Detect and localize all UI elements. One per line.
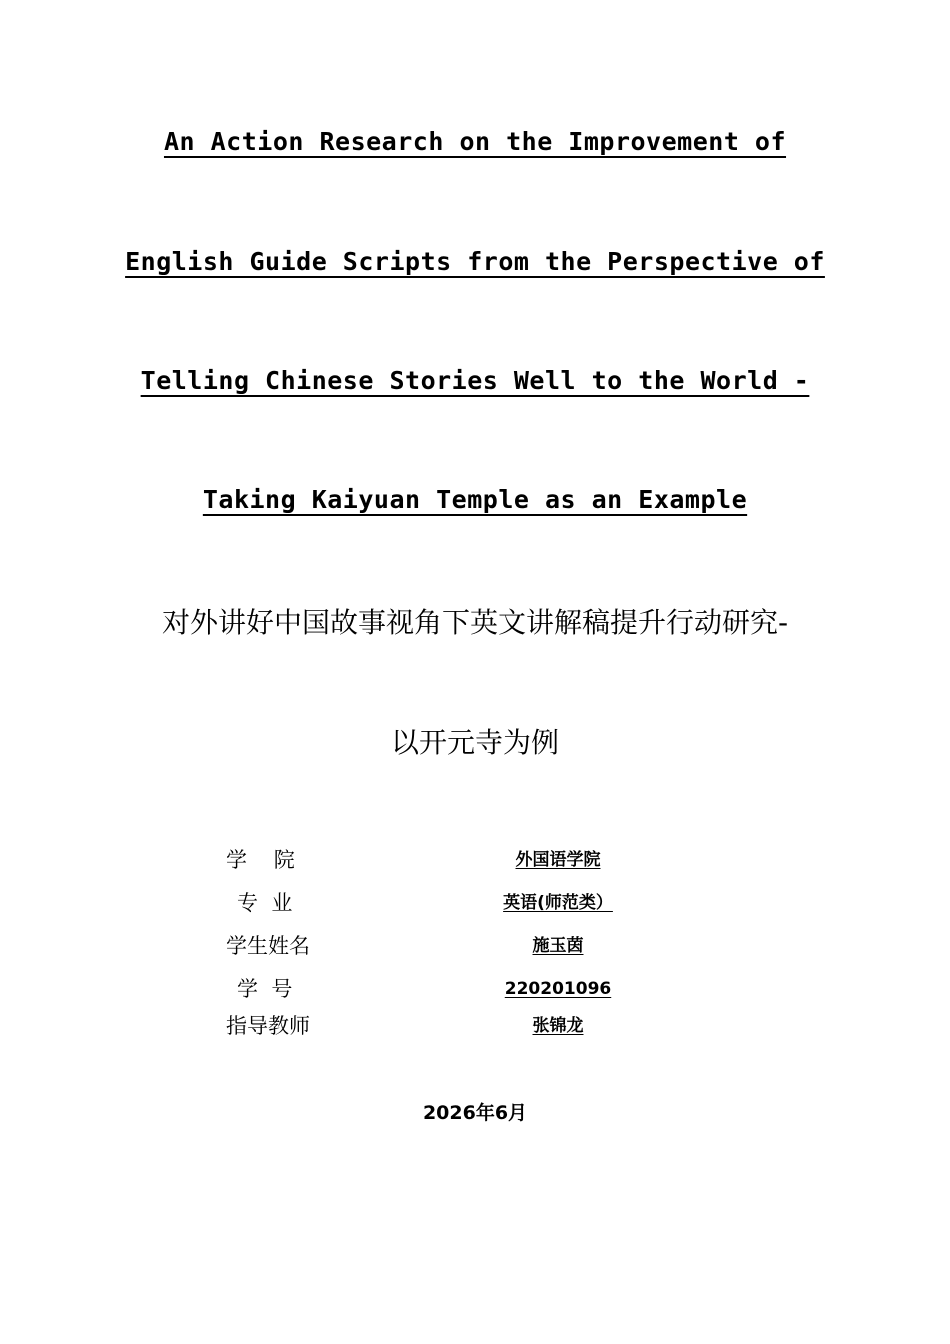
- student-id-label: 学 号: [237, 977, 293, 1001]
- major-value: 英语(师范类）: [503, 893, 613, 913]
- submission-date: 2026年6月: [422, 1102, 528, 1124]
- advisor-label: 指导教师: [226, 1014, 310, 1038]
- student-name-label: 学生姓名: [226, 934, 310, 958]
- chinese-title-line-1: 对外讲好中国故事视角下英文讲解稿提升行动研究-: [161, 606, 789, 639]
- college-label: 学 院: [226, 848, 295, 872]
- advisor-value: 张锦龙: [532, 1016, 584, 1036]
- major-label: 专 业: [237, 891, 293, 915]
- english-title-line-1: An Action Research on the Improvement of: [163, 127, 787, 156]
- english-title-line-2: English Guide Scripts from the Perspective of: [125, 247, 825, 276]
- student-name-value: 施玉茵: [532, 936, 584, 956]
- student-id-value: 220201096: [504, 979, 612, 999]
- chinese-title-line-2: 以开元寺为例: [390, 726, 559, 759]
- english-title-line-4: Taking Kaiyuan Temple as an Example: [202, 485, 748, 514]
- college-value: 外国语学院: [515, 850, 601, 870]
- english-title-line-3: Telling Chinese Stories Well to the World -: [140, 366, 810, 395]
